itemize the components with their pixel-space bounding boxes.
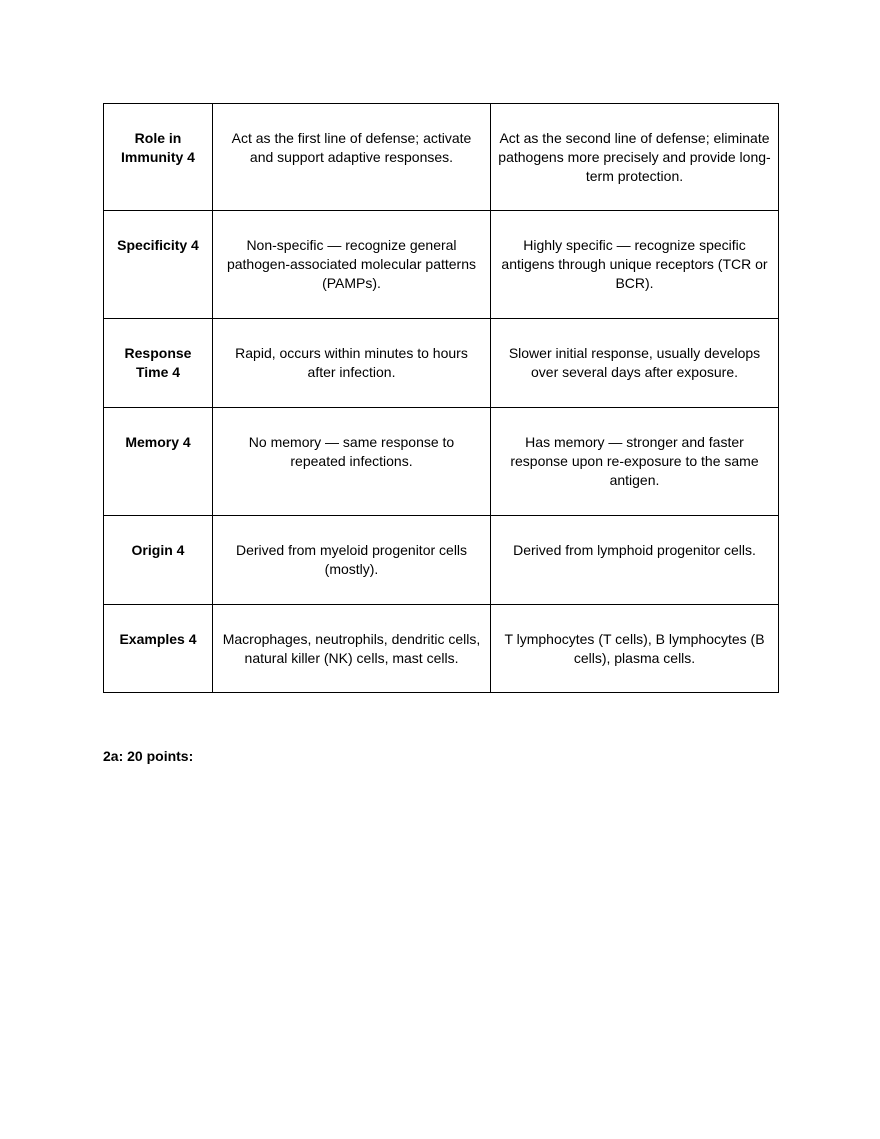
adaptive-cell: Highly specific — recognize specific antigens through unique receptors (TCR or BCR). <box>491 211 779 319</box>
row-label: Response Time 4 <box>104 319 213 408</box>
section-heading: 2a: 20 points: <box>103 748 194 764</box>
innate-cell: Act as the first line of defense; activate and support adaptive responses. <box>213 104 491 211</box>
row-label: Origin 4 <box>104 516 213 605</box>
innate-cell: Non-specific — recognize general pathogen-associated molecular patterns (PAMPs). <box>213 211 491 319</box>
adaptive-cell: Has memory — stronger and faster response upon re-exposure to the same antigen. <box>491 408 779 516</box>
adaptive-cell: Act as the second line of defense; eliminate pathogens more precisely and provide long-term protection. <box>491 104 779 211</box>
row-label: Memory 4 <box>104 408 213 516</box>
table-row-origin <box>104 516 779 605</box>
innate-vs-adaptive-table <box>103 103 779 693</box>
row-label: Examples 4 <box>104 605 213 693</box>
adaptive-cell: T lymphocytes (T cells), B lymphocytes (B cells), plasma cells. <box>491 605 779 693</box>
innate-cell: Macrophages, neutrophils, dendritic cells, natural killer (NK) cells, mast cells. <box>213 605 491 693</box>
table-row-examples <box>104 605 779 693</box>
table-row-specificity <box>104 211 779 319</box>
innate-cell: Derived from myeloid progenitor cells (mostly). <box>213 516 491 605</box>
innate-cell: No memory — same response to repeated infections. <box>213 408 491 516</box>
table-row-role-in-immunity <box>104 104 779 211</box>
table-row-memory <box>104 408 779 516</box>
row-label: Specificity 4 <box>104 211 213 319</box>
adaptive-cell: Derived from lymphoid progenitor cells. <box>491 516 779 605</box>
adaptive-cell: Slower initial response, usually develops over several days after exposure. <box>491 319 779 408</box>
row-label: Role in Immunity 4 <box>104 104 213 211</box>
innate-cell: Rapid, occurs within minutes to hours after infection. <box>213 319 491 408</box>
table-row-response-time <box>104 319 779 408</box>
